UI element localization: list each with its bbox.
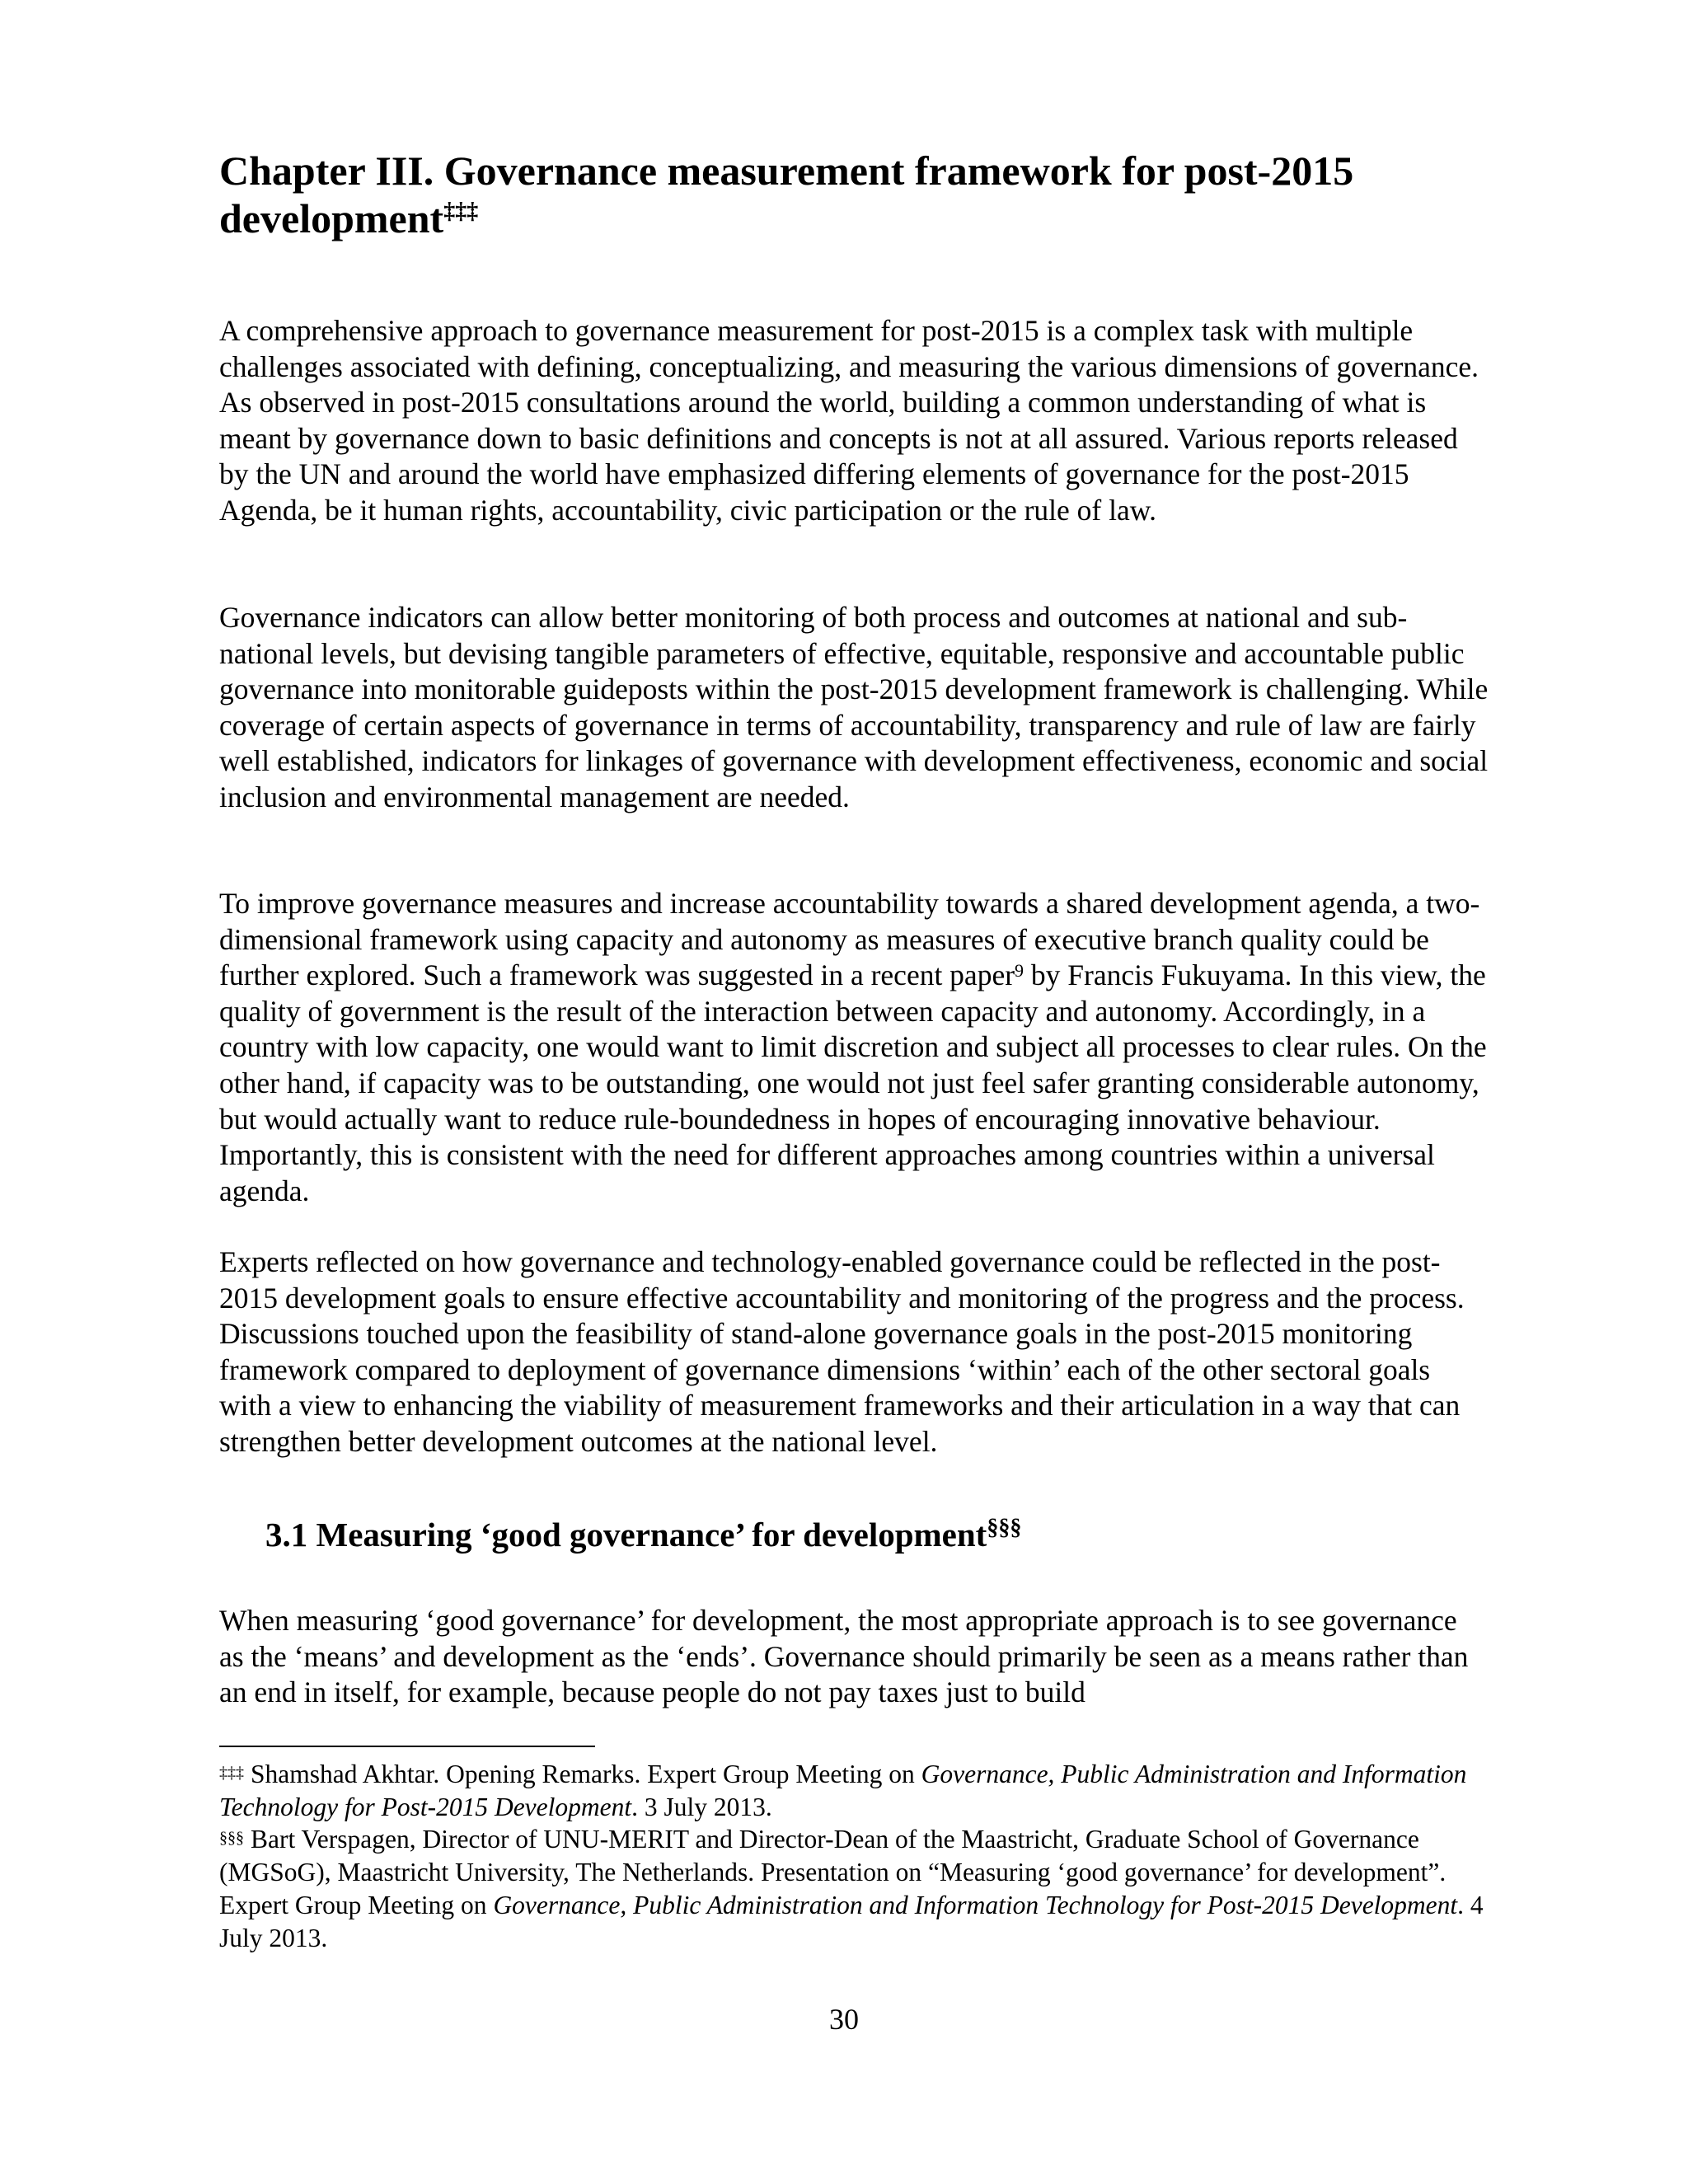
paragraph-framework [219,886,1489,1209]
footnote-mark: ‡‡‡ [219,1764,244,1782]
footnote-mark: §§§ [219,1829,244,1847]
paragraph-framework-text-b: by Francis Fukuyama. In this view, the quality of government is the result of the interaction between capacity and autonomy. Accordingly, in a country with low capacity, one would want to limit discretion and subject all processes to clear rules. On the other hand, if capacity was to be outstanding, one would not just feel safer granting considerable autonomy, but would actually want to reduce rule-boundedness in hopes of encouraging innovative behaviour. Importantly, this is consistent with the need for different approaches among countries within a universal agenda. [219,958,1487,1207]
chapter-footnote-mark: ‡‡‡ [443,199,479,224]
footnote-separator [219,1746,595,1747]
footnote-text: Shamshad Akhtar. Opening Remarks. Expert Group Meeting on [251,1760,921,1788]
footnote-text: Bart Verspagen, Director of UNU-MERIT and Director-Dean of the Maastricht, Graduate School of Governance (MGSoG), Maastricht University, The Netherlands. Presentation on “Measuring ‘good governance’ for development”. Expert Group Meeting on [219,1825,1447,1919]
footnote-verspagen [219,1823,1505,1955]
section-heading-text: 3.1 Measuring ‘good governance’ for development [265,1516,987,1554]
paragraph-framework-text-a: To improve governance measures and increase accountability towards a shared development agenda, a two-dimensional framework using capacity and autonomy as measures of executive branch quality could be further explored. Such a framework was suggested in a recent paper [219,887,1480,992]
paragraph-measuring: When measuring ‘good governance’ for development, the most appropriate approach is to see governance as the ‘means’ and development as the ‘ends’. Governance should primarily be seen as a means rather than an end in itself, for example, because people do not pay taxes just to build [219,1604,1469,1709]
footnote-italic-title: Governance, Public Administration and Information Technology for Post-2015 Development [219,1760,1467,1821]
footnote-text-end: . 3 July 2013. [631,1793,772,1821]
footnote-italic-title: Governance, Public Administration and Information Technology for Post-2015 Development [493,1891,1458,1919]
section-heading [265,1514,1021,1555]
paragraph-experts: Experts reflected on how governance and technology-enabled governance could be reflected in the post-2015 development goals to ensure effective accountability and monitoring of the progress and the process. Discussions touched upon the feasibility of stand-alone governance goals in the post-2015 monitoring framework compared to deployment of governance dimensions ‘within’ each of the other sectoral goals with a view to enhancing the viability of measurement frameworks and their articulation in a way that can strengthen better development outcomes at the national level. [219,1245,1465,1458]
footnote-text-end: . 4 July 2013. [219,1891,1484,1952]
section-footnote-mark: §§§ [987,1515,1022,1540]
footnote-akhtar [219,1758,1505,1824]
page-number: 30 [829,2003,859,2036]
paragraph-indicators: Governance indicators can allow better monitoring of both process and outcomes at national and sub-national levels, but devising tangible parameters of effective, equitable, responsive and accountable public governance into monitorable guideposts within the post-2015 development framework is challenging. While coverage of certain aspects of governance in terms of accountability, transparency and rule of law are fairly well established, indicators for linkages of governance with development effectiveness, economic and social inclusion and environmental management are needed. [219,601,1489,813]
chapter-title-text: Chapter III. Governance measurement framework for post-2015 development [219,148,1354,241]
paragraph-intro: A comprehensive approach to governance measurement for post-2015 is a complex task with multiple challenges associated with defining, conceptualizing, and measuring the various dimensions of governance. As observed in post-2015 consultations around the world, building a common understanding of what is meant by governance down to basic definitions and concepts is not at all assured. Various reports released by the UN and around the world have emphasized differing elements of governance for the post-2015 Agenda, be it human rights, accountability, civic participation or the rule of law. [219,314,1479,527]
chapter-title [219,147,1505,242]
endnote-reference: 9 [1015,960,1025,982]
